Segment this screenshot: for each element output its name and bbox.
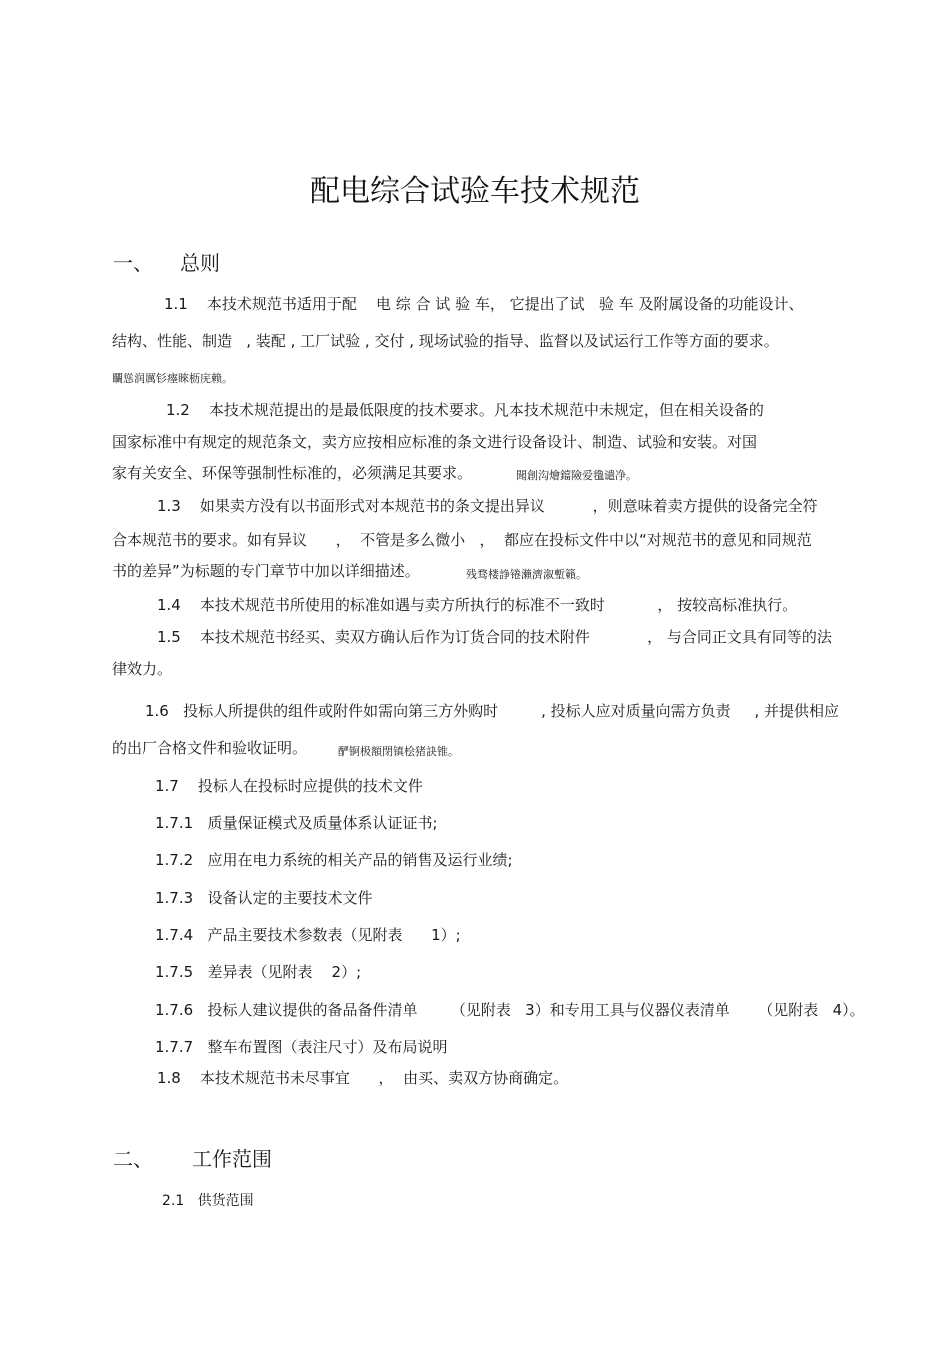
para-1-2-line-3: 家有关安全、环保等强制性标准的，必须满足其要求。: [112, 464, 473, 482]
para-1-7-main: 1.7 投标人在投标时应提供的技术文件: [155, 777, 423, 795]
para-1-3-line-3: 书的差异”为标题的专门章节中加以详细描述。: [112, 562, 420, 580]
para-1-8-line-1: 1.8 本技术规范书未尽事宜 ， 由买、卖双方协商确定。: [157, 1069, 569, 1087]
para-1-6-line-2: 的出厂合格文件和验收证明。: [112, 739, 308, 757]
para-1-7-6: 1.7.6 投标人建议提供的备品备件清单 （见附表 3）和专用工具与仪器仪表清单 （见附表 4）。: [155, 1001, 865, 1019]
para-1-7-2: 1.7.2 应用在电力系统的相关产品的销售及运行业绩;: [155, 851, 513, 869]
para-1-7-1: 1.7.1 质量保证模式及质量体系认证证书;: [155, 814, 438, 832]
para-1-2-line-2: 国家标准中有规定的规范条文，卖方应按相应标准的条文进行设备设计、制造、试验和安装。对国: [112, 433, 758, 451]
para-1-7-7: 1.7.7 整车布置图（表注尺寸）及布局说明: [155, 1038, 448, 1056]
document-title: 配电综合试验车技术规范: [310, 174, 640, 209]
para-1-1-line-2: 结构、性能、制造 , 装配 , 工厂试验 , 交付 , 现场试验的指导、监督以及试运行工作等方面的要求。: [112, 332, 779, 350]
para-1-1-line-3: 矙慫润厲钐瘞睞枥庑赖。: [112, 372, 233, 385]
para-1-1-line-1: 1.1 本技术规范书适用于配 电 综 合 试 验 车， 它提出了试 验 车 及附属设备的功能设计、: [164, 295, 804, 313]
para-1-6-line-2-tail: 酽锕极額閉镇桧猪訣锥。: [338, 745, 459, 758]
para-1-2-line-1: 1.2 本技术规范提出的是最低限度的技术要求。凡本技术规范中未规定，但在相关设备的: [166, 401, 764, 419]
section-2-title: 工作范围: [192, 1147, 272, 1171]
para-1-7-3: 1.7.3 设备认定的主要技术文件: [155, 889, 373, 907]
para-1-7-5: 1.7.5 差异表（见附表 2）;: [155, 963, 362, 981]
section-1-number: 一、: [113, 251, 153, 275]
para-1-5-line-2: 律效力。: [112, 660, 173, 678]
para-1-3-line-2: 合本规范书的要求。如有异议 ， 不管是多么微小 ， 都应在投标文件中以“对规范书的意见和同规范: [112, 531, 812, 549]
para-1-4-line-1: 1.4 本技术规范书所使用的标准如遇与卖方所执行的标准不一致时 ， 按较高标准执行。: [157, 596, 798, 614]
section-1-title: 总则: [180, 251, 220, 275]
para-1-7-4: 1.7.4 产品主要技术参数表（见附表 1）;: [155, 926, 461, 944]
section-2-number: 二、: [113, 1147, 153, 1171]
para-1-2-line-3-tail: 聞創沟燴鐺險爱氇谴净。: [516, 469, 637, 482]
para-2-1-line-1: 2.1 供货范围: [162, 1193, 254, 1209]
para-1-6-line-1: 1.6 投标人所提供的组件或附件如需向第三方外购时 , 投标人应对质量向需方负责 , 并提供相应: [145, 702, 839, 720]
para-1-5-line-1: 1.5 本技术规范书经买、卖双方确认后作为订货合同的技术附件 ， 与合同正文具有同等的法: [157, 628, 832, 646]
para-1-3-line-1: 1.3 如果卖方没有以书面形式对本规范书的条文提出异议 ，则意味着卖方提供的设备完全符: [157, 497, 818, 515]
para-1-3-line-3-tail: 残骛楼諍锩瀨濟溆塹籟。: [466, 568, 587, 581]
